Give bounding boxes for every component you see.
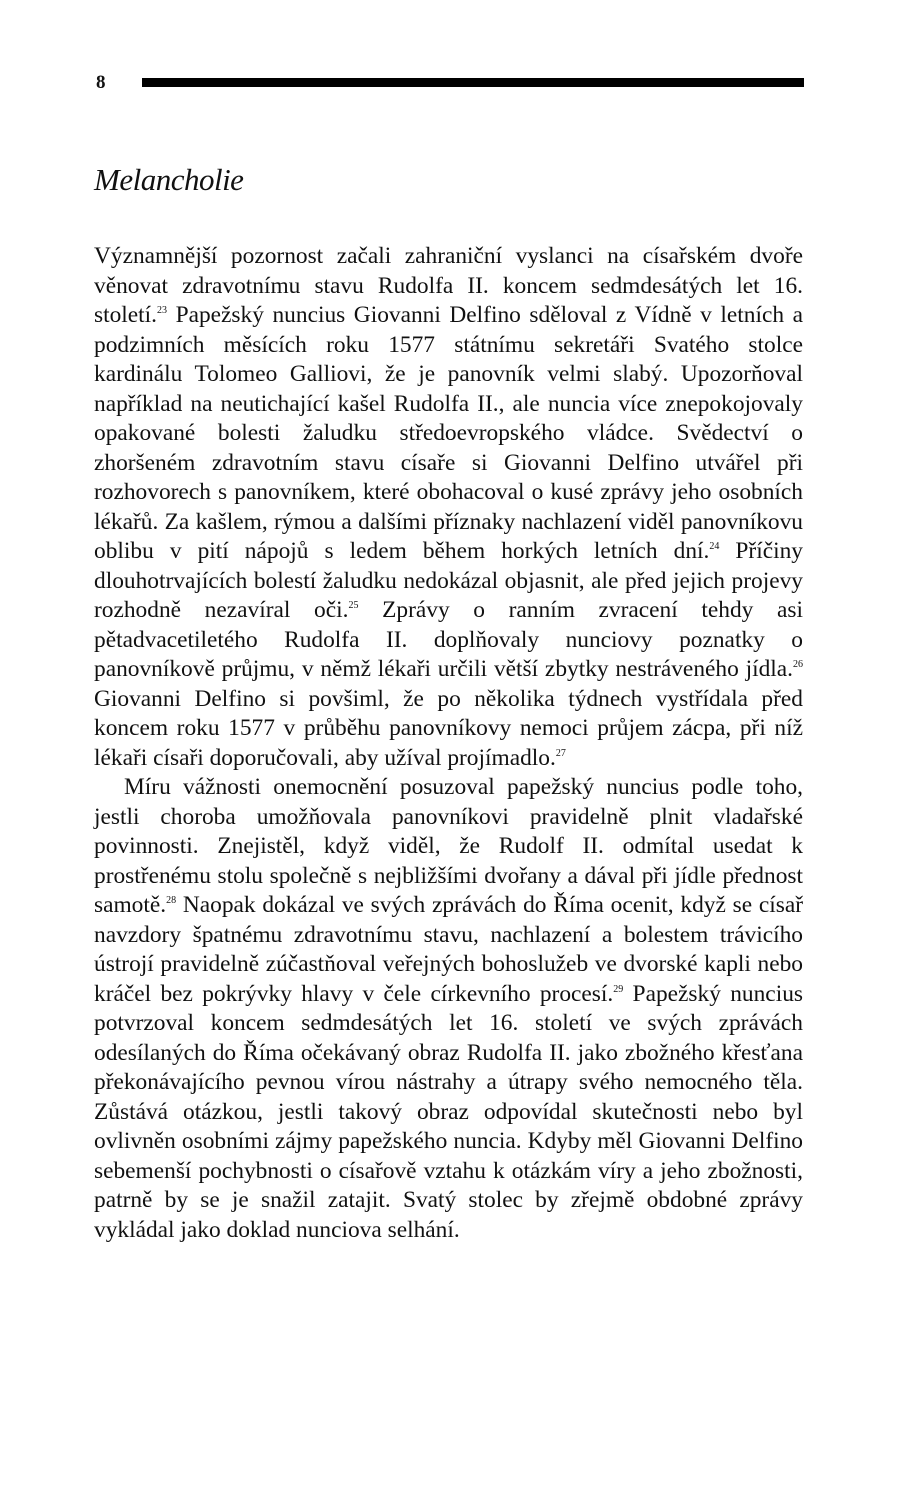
page-number: 8	[96, 72, 106, 93]
text-run: Významnější pozornost začali zahraniční vyslanci na císařském dvoře věnovat zdravotnímu stavu Rudolfa II. koncem sedmdesátých let 16. století.	[94, 243, 803, 328]
paragraph	[94, 242, 803, 773]
footnote-marker: 29	[613, 983, 624, 995]
footnote-marker: 27	[555, 747, 566, 759]
footnote-marker: 24	[709, 541, 720, 552]
page-header	[96, 70, 804, 100]
header-rule	[142, 78, 804, 87]
footnote-marker: 28	[166, 895, 177, 906]
text-run: Papežský nuncius Giovanni Delfino sděloval z Vídně v letních a podzimních měsících roku 1577 státnímu sekretáři Svatého stolce kardinálu Tolomeo Galliovi, že je panovník velmi slabý. Upozorňoval například na neutichající kašel Rudolfa II., ale nuncia více znepokojovaly opakované bolesti žaludku středoevropského vládce. Svědectví o zhoršeném zdravotním stavu císaře si Giovanni Delfino utvářel při rozhovorech s panovníkem, které obohacoval o kusé zprávy jeho osobních lékařů. Za kašlem, rýmou a dalšími příznaky nachlazení viděl panovníkovu oblibu v pití nápojů s ledem během horkých letních dní.	[94, 302, 803, 564]
footnote-marker: 25	[348, 600, 359, 611]
paragraph	[94, 773, 803, 1245]
text-run: Zprávy o ranním zvracení tehdy asi pětadvacetiletého Rudolfa II. doplňovaly nunciovy poznatky o panovníkově průjmu, v němž lékaři určili větší zbytky nestráveného jídla.	[94, 597, 803, 682]
footnote-marker: 26	[793, 659, 803, 670]
text-run: Příčiny dlouhotrvajících bolestí žaludku nedokázal objasnit, ale před jejich projevy rozhodně nezavíral oči.	[94, 538, 803, 623]
text-run: Giovanni Delfino si povšiml, že po několika týdnech vystřídala před koncem roku 1577 v průběhu panovníkovy nemoci průjem zácpa, při níž lékaři císaři doporučovali, aby užíval projímadlo.	[94, 685, 803, 771]
text-run: Papežský nuncius potvrzoval koncem sedmdesátých let 16. století ve svých zprávách odesílaných do Říma očekávaný obraz Rudolfa II. jako zbožného křesťana překonávajícího pevnou vírou nástrahy a útrapy svého nemocného těla. Zůstává otázkou, jestli takový obraz odpovídal skutečnosti nebo byl ovlivněn osobními zájmy papežského nuncia. Kdyby měl Giovanni Delfino sebemenší pochybnosti o císařově vztahu k otázkám víry a jeho zbožnosti, patrně by se je snažil zatajit. Svatý stolec by zřejmě obdobné zprávy vykládal jako doklad nunciova selhání.	[94, 980, 803, 1243]
chapter-title: Melancholie	[94, 162, 244, 197]
footnote-marker: 23	[157, 305, 168, 316]
text-run: Naopak dokázal ve svých zprávách do Říma ocenit, když se císař navzdory špatnému zdravotnímu stavu, nachlazení a bolestem trávicího ústrojí pravidelně zúčastňoval veřejných bohoslužeb ve dvorské kapli nebo kráčel bez pokrývky hlavy v čele církevního procesí.	[94, 892, 803, 1007]
body-text	[94, 242, 803, 1245]
text-run: Míru vážnosti onemocnění posuzoval papežský nuncius podle toho, jestli choroba umožňovala panovníkovi pravidelně plnit vladařské povinnosti. Znejistěl, když viděl, že Rudolf II. odmítal usedat k prostřenému stolu společně s nejbližšími dvořany a dával při jídle přednost samotě.	[94, 774, 803, 918]
